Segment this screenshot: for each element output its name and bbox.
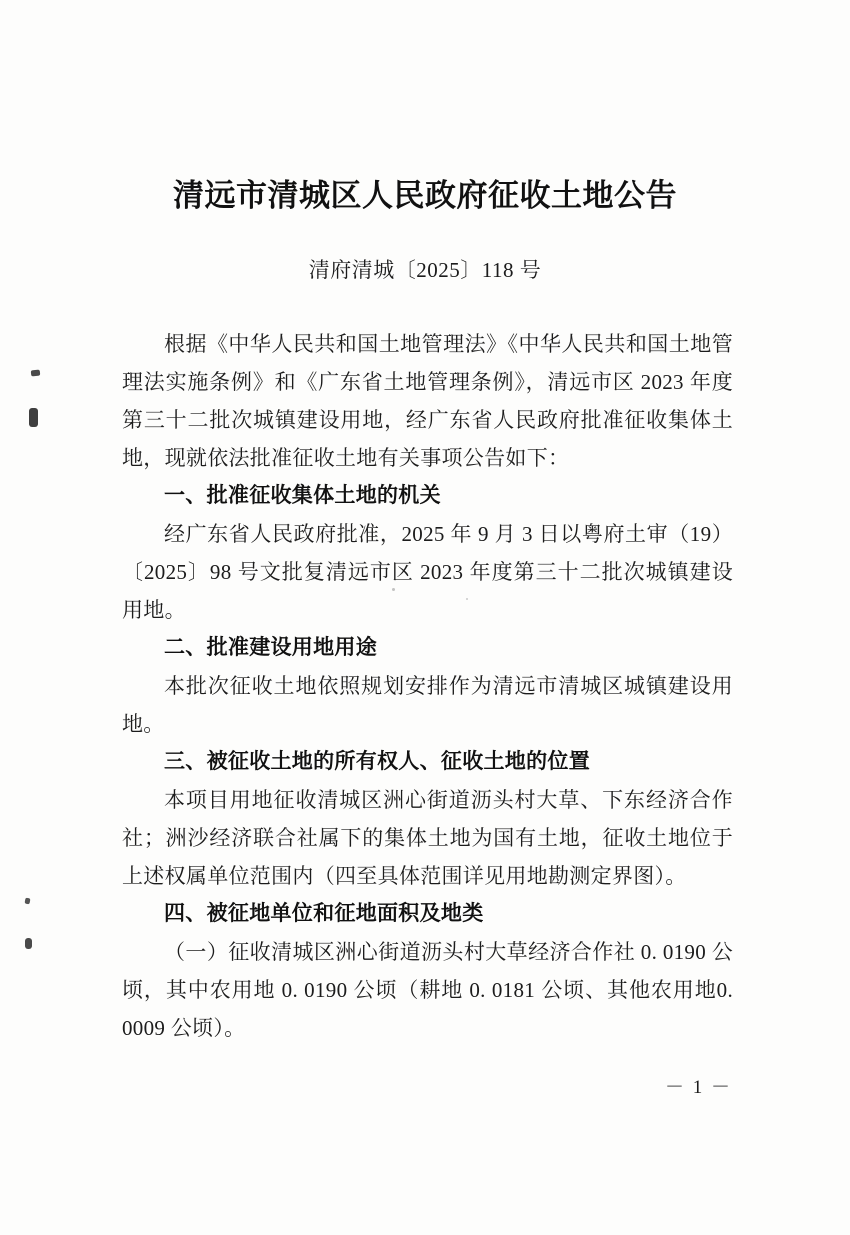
body-paragraph-section3: 本项目用地征收清城区洲心街道沥头村大草、下东经济合作社；洲沙经济联合社属下的集体土地为国有土地，征收土地位于上述权属单位范围内（四至具体范围详见用地勘测定界图）。 — [122, 788, 733, 888]
scan-speck — [466, 598, 468, 600]
scan-speck — [392, 588, 395, 591]
document-title: 清远市清城区人民政府征收土地公告 — [173, 178, 677, 213]
document-body — [122, 325, 733, 1047]
document-number: 清府清城〔2025〕118 号 — [308, 258, 542, 282]
section-heading-2: 二、批准建设用地用途 — [164, 636, 377, 659]
ink-smudge — [29, 408, 38, 427]
ink-smudge — [25, 898, 31, 905]
section-heading-1: 一、批准征收集体土地的机关 — [164, 484, 441, 507]
section-heading-4: 四、被征地单位和征地面积及地类 — [164, 902, 484, 925]
page-number: － 1 － — [664, 1077, 732, 1098]
ink-smudge — [25, 938, 32, 949]
body-paragraph-intro: 根据《中华人民共和国土地管理法》《中华人民共和国土地管理法实施条例》和《广东省土地管理条例》，清远市区 2023 年度第三十二批次城镇建设用地，经广东省人民政府批准征收集体土地，现就依法批准征收土地有关事项公告如下： — [122, 332, 733, 470]
body-paragraph-section4-item1: （一）征收清城区洲心街道沥头村大草经济合作社 0. 0190 公顷，其中农用地 0. 0190 公顷（耕地 0. 0181 公顷、其他农用地0. 0009 公顷）。 — [122, 940, 733, 1040]
section-heading-3: 三、被征收土地的所有权人、征收土地的位置 — [164, 750, 590, 773]
body-paragraph-section2: 本批次征收土地依照规划安排作为清远市清城区城镇建设用地。 — [122, 674, 733, 736]
body-paragraph-section1: 经广东省人民政府批准，2025 年 9 月 3 日以粤府土审（19）〔2025〕98 号文批复清远市区 2023 年度第三十二批次城镇建设用地。 — [122, 522, 733, 622]
ink-smudge — [31, 370, 41, 377]
